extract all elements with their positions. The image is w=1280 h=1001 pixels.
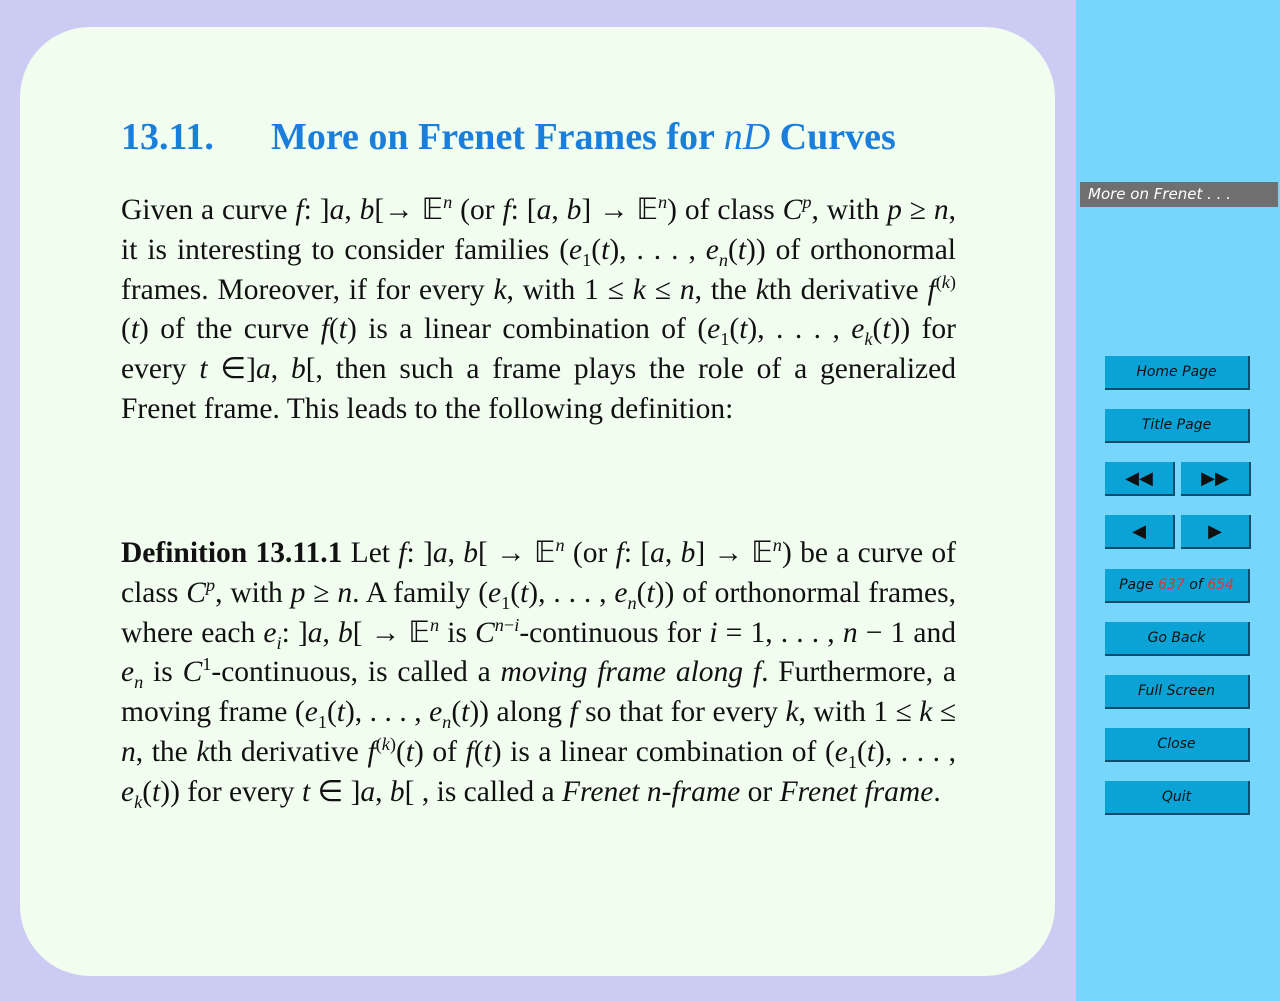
heading-math: nD	[723, 116, 771, 158]
heading-text-after: Curves	[770, 116, 896, 158]
section-number: 13.11.	[121, 116, 214, 158]
definition-paragraph: Definition 13.11.1 Let f: ]a, b[ → 𝔼$^n$ (or f: [a, b] → 𝔼$^n$) be a curve of class $C^p$, with p ≥ n. A family ($e_1(t)$, . . . , $e_n(t)$) of orthonormal frames, where each $e_i$: ]a, b[ → 𝔼$^n$ is $C^{n-i}$-continuous for i = 1, . . . , n − 1 and $e_n$ is $C^1$-continuous, is called a moving frame along f. Furthermore, a moving frame ($e_1(t)$, . . . , $e_n(t)$) along f so that for every k, with 1 ≤ k ≤ n, the kth derivative $f^{(k)}(t)$ of f(t) is a linear combination of ($e_1(t)$, . . . , $e_k(t)$) for every t ∈ ]a, b[ , is called a Frenet n-frame or Frenet frame.	[121, 535, 957, 812]
section-heading	[121, 114, 896, 160]
double-right-arrow-icon: ▶▶	[1201, 468, 1229, 489]
close-button[interactable]: Close	[1105, 728, 1250, 762]
previous-page-button[interactable]	[1105, 515, 1175, 549]
heading-text-before: More on Frenet Frames for	[271, 116, 724, 158]
go-back-button[interactable]: Go Back	[1105, 622, 1250, 656]
first-page-button[interactable]	[1105, 462, 1175, 496]
left-arrow-icon: ◀	[1132, 521, 1146, 542]
content-card	[20, 27, 1055, 976]
total-pages-number: 654	[1207, 577, 1234, 593]
current-page-number: 637	[1158, 577, 1185, 593]
title-page-button[interactable]: Title Page	[1105, 409, 1250, 443]
intro-paragraph: Given a curve f: ]a, b[→ 𝔼$^n$ (or f: [a, b] → 𝔼$^n$) of class $C^p$, with p ≥ n, it is interesting to consider families ($e_1(t)$, . . . , $e_n(t)$) of orthonormal frames. Moreover, if for every k, with 1 ≤ k ≤ n, the kth derivative $f^{(k)}(t)$ of the curve f(t) is a linear combination of ($e_1(t)$, . . . , $e_k(t)$) for every t ∈]a, b[, then such a frame plays the role of a generalized Frenet frame. This leads to the following definition:	[121, 192, 957, 425]
quit-button[interactable]: Quit	[1105, 781, 1250, 815]
page-label: Page	[1119, 577, 1154, 593]
section-tag[interactable]: More on Frenet . . .	[1080, 182, 1278, 207]
navigation-sidebar	[1076, 0, 1280, 1001]
page-indicator	[1105, 569, 1250, 603]
double-left-arrow-icon: ◀◀	[1125, 468, 1153, 489]
last-page-button[interactable]	[1181, 462, 1251, 496]
page-of-label: of	[1189, 577, 1203, 593]
right-arrow-icon: ▶	[1208, 521, 1222, 542]
next-page-button[interactable]	[1181, 515, 1251, 549]
full-screen-button[interactable]: Full Screen	[1105, 675, 1250, 709]
home-page-button[interactable]: Home Page	[1105, 356, 1250, 390]
